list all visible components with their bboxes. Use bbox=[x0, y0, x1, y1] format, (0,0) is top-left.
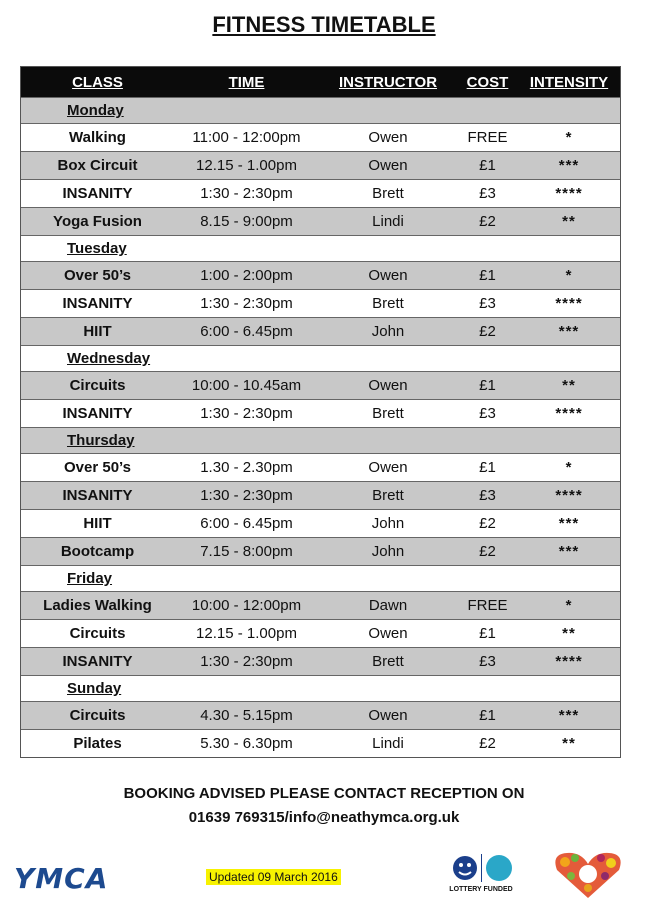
class-cost: £1 bbox=[479, 625, 496, 642]
contact-info: 01639 769315/info@neathymca.org.uk bbox=[188, 809, 460, 826]
heart-icon bbox=[551, 850, 625, 900]
class-name: Yoga Fusion bbox=[53, 213, 142, 230]
ymca-logo: YMCA bbox=[14, 862, 109, 895]
class-time: 1.30 - 2.30pm bbox=[200, 459, 293, 476]
class-row bbox=[21, 261, 620, 289]
class-cost: £3 bbox=[479, 487, 496, 504]
class-time: 1:30 - 2:30pm bbox=[200, 185, 293, 202]
class-cost: £3 bbox=[479, 295, 496, 312]
class-name: HIIT bbox=[83, 323, 112, 340]
class-cost: FREE bbox=[467, 129, 508, 146]
class-instructor: Brett bbox=[372, 487, 404, 504]
class-time: 1:30 - 2:30pm bbox=[200, 295, 293, 312]
class-intensity: **** bbox=[555, 653, 583, 670]
class-intensity: *** bbox=[558, 543, 580, 560]
class-intensity: *** bbox=[558, 515, 580, 532]
day-label: Sunday bbox=[67, 680, 122, 697]
class-name: INSANITY bbox=[62, 405, 133, 422]
day-row bbox=[21, 345, 620, 371]
class-instructor: John bbox=[371, 323, 405, 340]
class-instructor: Brett bbox=[372, 185, 404, 202]
class-time: 10:00 - 12:00pm bbox=[191, 597, 302, 614]
class-row bbox=[21, 371, 620, 399]
day-row bbox=[21, 427, 620, 453]
booking-notice: BOOKING ADVISED PLEASE CONTACT RECEPTION ON bbox=[123, 785, 525, 802]
class-row bbox=[21, 399, 620, 427]
class-instructor: Owen bbox=[368, 377, 408, 394]
header-intensity: INTENSITY bbox=[529, 73, 609, 91]
class-row bbox=[21, 729, 620, 757]
class-time: 7.15 - 8:00pm bbox=[200, 543, 293, 560]
class-intensity: **** bbox=[555, 185, 583, 202]
class-row bbox=[21, 453, 620, 481]
page-title: FITNESS TIMETABLE bbox=[212, 12, 436, 37]
class-intensity: * bbox=[565, 459, 573, 476]
header-instructor: INSTRUCTOR bbox=[338, 73, 438, 91]
class-intensity: * bbox=[565, 597, 573, 614]
class-cost: £2 bbox=[479, 323, 496, 340]
class-instructor: John bbox=[371, 543, 405, 560]
class-instructor: Owen bbox=[368, 267, 408, 284]
class-instructor: Owen bbox=[368, 459, 408, 476]
class-time: 8.15 - 9:00pm bbox=[200, 213, 293, 230]
class-time: 4.30 - 5.15pm bbox=[200, 707, 293, 724]
class-cost: £1 bbox=[479, 157, 496, 174]
class-cost: FREE bbox=[467, 597, 508, 614]
class-instructor: Lindi bbox=[372, 735, 404, 752]
class-intensity: *** bbox=[558, 323, 580, 340]
class-row bbox=[21, 481, 620, 509]
class-instructor: Dawn bbox=[368, 597, 408, 614]
class-cost: £1 bbox=[479, 267, 496, 284]
class-intensity: * bbox=[565, 267, 573, 284]
class-name: Circuits bbox=[69, 377, 126, 394]
class-time: 6:00 - 6.45pm bbox=[200, 515, 293, 532]
lottery-icon bbox=[441, 852, 521, 886]
class-row bbox=[21, 207, 620, 235]
class-intensity: **** bbox=[555, 295, 583, 312]
class-name: Box Circuit bbox=[57, 157, 138, 174]
class-cost: £2 bbox=[479, 735, 496, 752]
class-time: 11:00 - 12:00pm bbox=[192, 129, 301, 146]
class-intensity: **** bbox=[555, 487, 583, 504]
class-time: 12.15 - 1.00pm bbox=[196, 625, 297, 642]
class-instructor: Brett bbox=[372, 295, 404, 312]
class-cost: £2 bbox=[479, 213, 496, 230]
class-name: Circuits bbox=[69, 707, 126, 724]
timetable bbox=[20, 66, 621, 758]
class-intensity: *** bbox=[558, 157, 580, 174]
class-cost: £1 bbox=[479, 459, 496, 476]
lottery-label: LOTTERY FUNDED bbox=[449, 886, 513, 893]
class-time: 12.15 - 1.00pm bbox=[196, 157, 297, 174]
class-cost: £2 bbox=[479, 543, 496, 560]
class-name: Over 50’s bbox=[64, 459, 131, 476]
class-cost: £3 bbox=[479, 185, 496, 202]
class-row bbox=[21, 647, 620, 675]
class-name: INSANITY bbox=[62, 295, 133, 312]
class-time: 10:00 - 10.45am bbox=[191, 377, 302, 394]
day-row bbox=[21, 675, 620, 701]
class-row bbox=[21, 123, 620, 151]
class-intensity: ** bbox=[562, 735, 576, 752]
day-label: Thursday bbox=[67, 432, 135, 449]
class-name: INSANITY bbox=[62, 185, 133, 202]
class-instructor: John bbox=[371, 515, 405, 532]
class-instructor: Owen bbox=[368, 625, 408, 642]
class-cost: £1 bbox=[479, 707, 496, 724]
class-row bbox=[21, 509, 620, 537]
class-row bbox=[21, 289, 620, 317]
class-instructor: Owen bbox=[368, 129, 408, 146]
class-cost: £1 bbox=[479, 377, 496, 394]
class-row bbox=[21, 619, 620, 647]
class-instructor: Owen bbox=[368, 157, 408, 174]
class-name: INSANITY bbox=[62, 487, 133, 504]
class-time: 1:00 - 2:00pm bbox=[200, 267, 293, 284]
class-time: 1:30 - 2:30pm bbox=[200, 405, 293, 422]
class-intensity: **** bbox=[555, 405, 583, 422]
day-label: Wednesday bbox=[67, 350, 151, 367]
class-intensity: ** bbox=[562, 213, 576, 230]
class-name: HIIT bbox=[83, 515, 112, 532]
class-row bbox=[21, 701, 620, 729]
class-name: Bootcamp bbox=[60, 543, 135, 560]
header-time: TIME bbox=[228, 73, 265, 91]
day-label: Friday bbox=[67, 570, 113, 587]
class-instructor: Brett bbox=[372, 653, 404, 670]
header-cost: COST bbox=[466, 73, 509, 91]
table-body bbox=[21, 97, 620, 757]
day-row bbox=[21, 235, 620, 261]
class-intensity: ** bbox=[562, 377, 576, 394]
class-row bbox=[21, 317, 620, 345]
class-cost: £3 bbox=[479, 653, 496, 670]
class-name: Over 50’s bbox=[64, 267, 131, 284]
class-instructor: Lindi bbox=[372, 213, 404, 230]
class-name: Pilates bbox=[73, 735, 122, 752]
class-name: Ladies Walking bbox=[43, 597, 152, 614]
day-label: Tuesday bbox=[67, 240, 127, 257]
day-row bbox=[21, 565, 620, 591]
class-intensity: *** bbox=[558, 707, 580, 724]
class-row bbox=[21, 179, 620, 207]
class-name: Walking bbox=[69, 129, 126, 146]
class-row bbox=[21, 537, 620, 565]
class-time: 1:30 - 2:30pm bbox=[200, 487, 293, 504]
table-header bbox=[21, 67, 620, 97]
class-row bbox=[21, 591, 620, 619]
class-cost: £2 bbox=[479, 515, 496, 532]
class-name: INSANITY bbox=[62, 653, 133, 670]
class-time: 6:00 - 6.45pm bbox=[200, 323, 293, 340]
class-instructor: Owen bbox=[368, 707, 408, 724]
class-intensity: ** bbox=[562, 625, 576, 642]
day-row bbox=[21, 97, 620, 123]
updated-date: Updated 09 March 2016 bbox=[206, 869, 341, 885]
class-time: 5.30 - 6.30pm bbox=[200, 735, 293, 752]
class-cost: £3 bbox=[479, 405, 496, 422]
lottery-logo bbox=[441, 852, 521, 898]
class-time: 1:30 - 2:30pm bbox=[200, 653, 293, 670]
header-class: CLASS bbox=[72, 73, 123, 91]
class-row bbox=[21, 151, 620, 179]
class-intensity: * bbox=[565, 129, 573, 146]
fruit-heart-logo bbox=[551, 850, 625, 900]
class-name: Circuits bbox=[69, 625, 126, 642]
class-instructor: Brett bbox=[372, 405, 404, 422]
day-label: Monday bbox=[67, 102, 124, 119]
